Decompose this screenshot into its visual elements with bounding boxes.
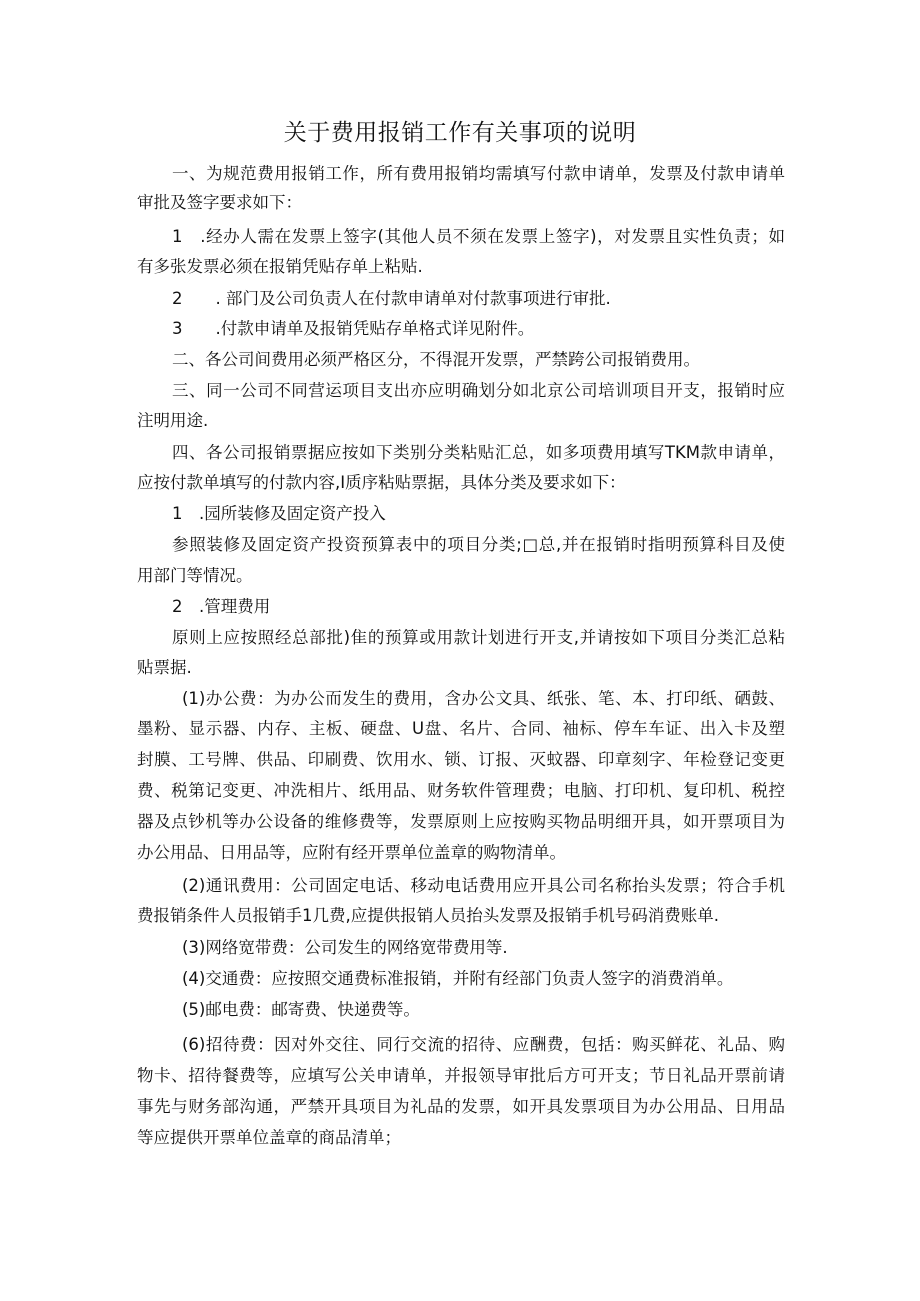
paragraph-4-line-2: 应按付款单填写的付款内容,I质序粘贴票据，具体分类及要求如下：	[137, 473, 626, 492]
item-3-line: 3 .付款申请单及报销凭贴存单格式详见附件。	[172, 319, 535, 338]
entertainment-fee-line-4: 等应提供开票单位盖章的商品清单；	[137, 1128, 401, 1147]
office-fee-line-3: 封膜、工号牌、供品、印刷费、饮用水、锁、订报、灭蚊器、印章刻字、年检登记变更	[137, 750, 785, 769]
document-title: 关于费用报销工作有关事项的说明	[283, 120, 637, 146]
paragraph-3-line-1: 三、同一公司不同营运项目支出亦应明确划分如北京公司培训项目开支，报销时应	[172, 381, 785, 400]
paragraph-4-line-1: 四、各公司报销票据应按如下类别分类粘贴汇总，如多项费用填写TKM款申请单，	[172, 443, 785, 462]
telecom-fee-line-1: (2)通讯费用：公司固定电话、移动电话费用应开具公司名称抬头发票；符合手机	[182, 876, 785, 895]
section-2-heading: 2 .管理费用	[172, 597, 271, 616]
broadband-fee-line: (3)网络宽带费：公司发生的网络宽带费用等.	[182, 938, 508, 957]
section-1-line-1: 参照装修及固定资产投资预算表中的项目分类;□总,并在报销时指明预算科目及使	[172, 535, 785, 554]
item-1-line-1: 1 .经办人需在发票上签字(其他人员不须在发票上签字)，对发票且实性负责；如	[172, 227, 785, 246]
office-fee-line-4: 费、税第记变更、冲洗相片、纸用品、财务软件管理费；电脑、打印机、复印机、税控	[137, 781, 785, 800]
paragraph-1-line-2: 审批及签字要求如下：	[137, 193, 302, 212]
paragraph-2-line: 二、各公司间费用必须严格区分，不得混开发票，严禁跨公司报销费用。	[172, 350, 700, 369]
section-1-heading: 1 .园所装修及固定资产投入	[172, 504, 386, 523]
section-2-line-1: 原则上应按照经总部批)隹的预算或用款计划进行开支,并请按如下项目分类汇总粘	[172, 628, 785, 647]
office-fee-line-5: 器及点钞机等办公设备的维修费等，发票原则上应按购买物品明细开具，如开票项目为	[137, 812, 785, 831]
office-fee-line-2: 墨粉、显示器、内存、主板、硬盘、U盘、名片、合同、袖标、停车车证、出入卡及塑	[137, 719, 785, 738]
section-2-line-2: 贴票据.	[137, 658, 192, 677]
office-fee-line-1: (1)办公费：为办公而发生的费用，含办公文具、纸张、笔、本、打印纸、硒鼓、	[182, 689, 785, 708]
item-2-line: 2 . 部门及公司负责人在付款申请单对付款事项进行审批.	[172, 289, 611, 308]
paragraph-1-line-1: 一、为规范费用报销工作，所有费用报销均需填写付款申请单，发票及付款申请单	[172, 164, 785, 183]
telecom-fee-line-2: 费报销条件人员报销手1几费,应提供报销人员抬头发票及报销手机号码消费账单.	[137, 906, 719, 925]
section-1-line-2: 用部门等情况。	[137, 566, 253, 585]
entertainment-fee-line-1: (6)招待费：因对外交往、同行交流的招待、应酬费，包括：购买鲜花、礼品、购	[182, 1035, 785, 1054]
entertainment-fee-line-2: 物卡、招待餐费等，应填写公关申请单，并报领导审批后方可开支；节日礼品开票前请	[137, 1066, 785, 1085]
item-1-line-2: 有多张发票必须在报销凭贴存单上粘贴.	[137, 257, 423, 276]
transport-fee-line: (4)交通费：应按照交通费标准报销，并附有经部门负责人签字的消费消单。	[182, 969, 734, 988]
office-fee-line-6: 办公用品、日用品等，应附有经开票单位盖章的购物清单。	[137, 843, 566, 862]
paragraph-3-line-2: 注明用途.	[137, 411, 209, 430]
entertainment-fee-line-3: 事先与财务部沟通，严禁开具项目为礼品的发票，如开具发票项目为办公用品、日用品	[137, 1097, 785, 1116]
postal-fee-line: (5)邮电费：邮寄费、快递费等。	[182, 1000, 420, 1019]
